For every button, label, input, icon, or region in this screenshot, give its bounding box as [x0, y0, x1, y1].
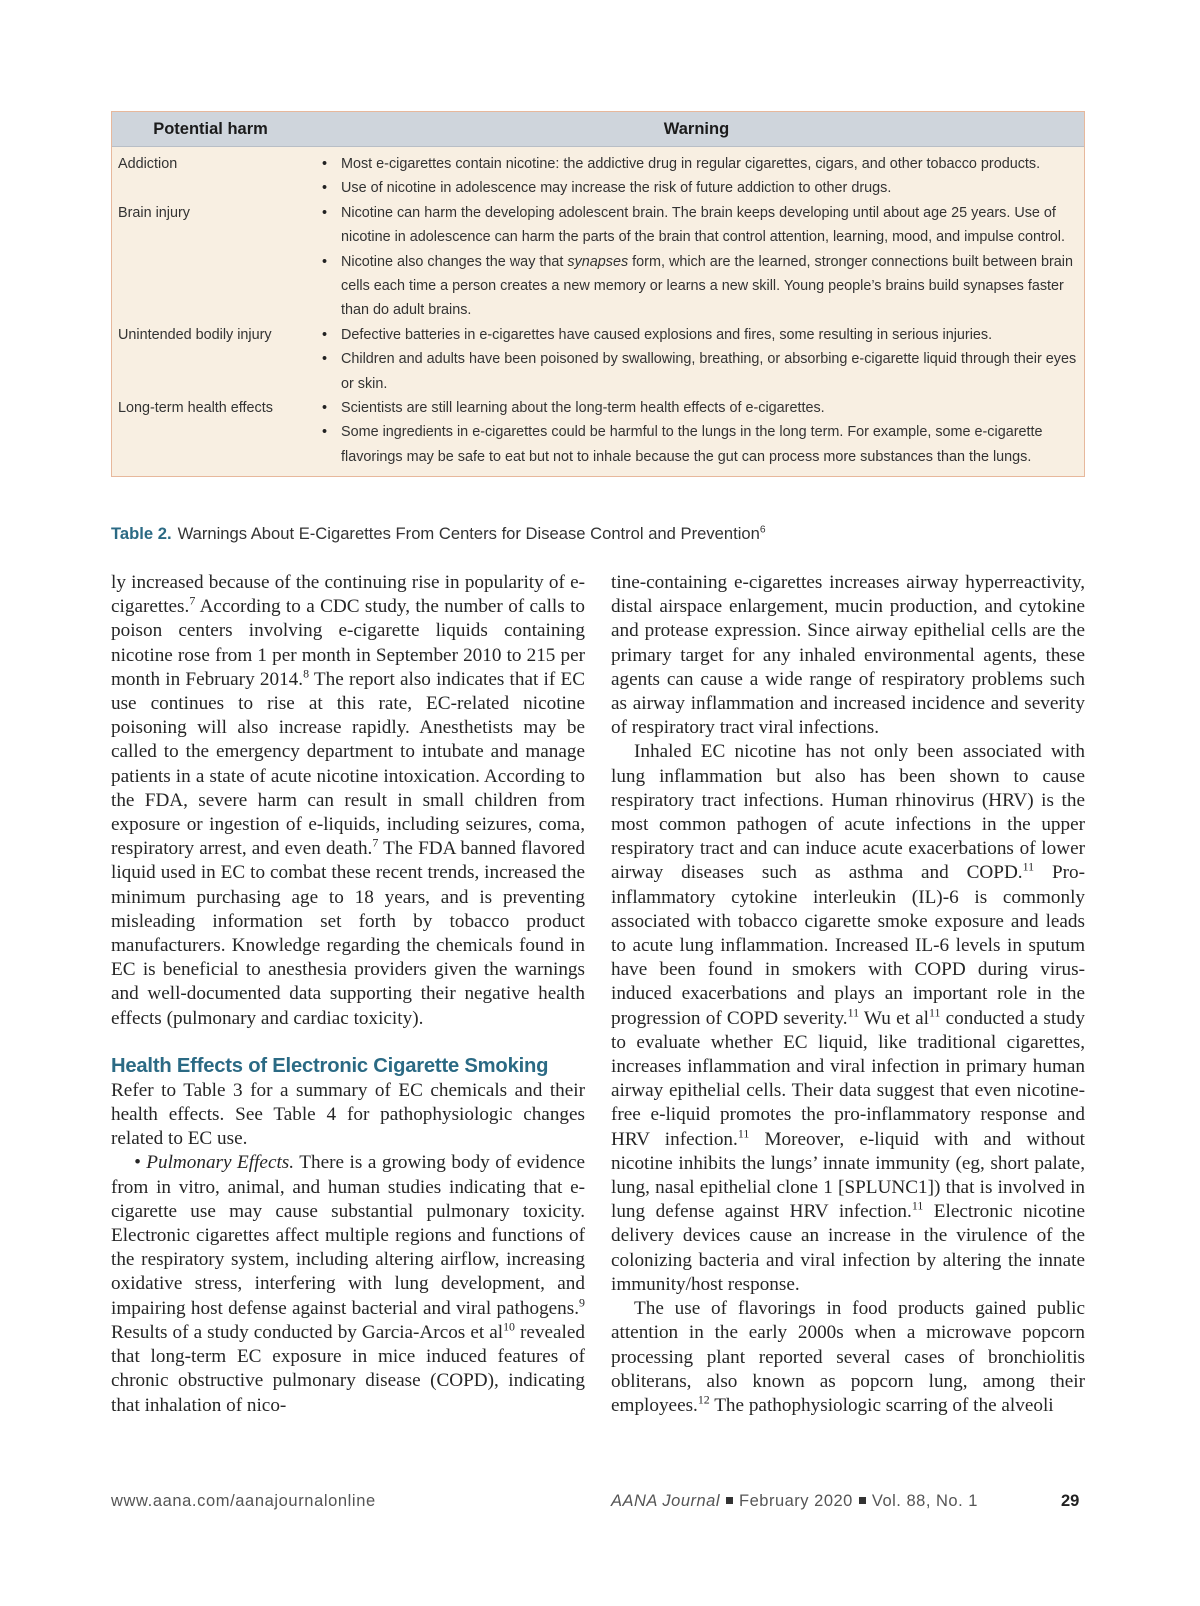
warnings-table [111, 111, 1085, 477]
warning-list [314, 396, 1084, 469]
warning-item: • Use of nicotine in adolescence may increase the risk of future addiction to other drugs. [314, 176, 1084, 200]
section-heading: Health Effects of Electronic Cigarette Smoking [111, 1054, 549, 1077]
text-run: Moreover, e-liquid with and without nicotine inhibits the lungs’ innate immunity (eg, short palate, lung, nasal epithelial clone 1 [SPLUNC1]) that is involved in lung defense against HRV infection. [611, 1128, 1085, 1223]
table-row-addiction [112, 152, 1084, 201]
citation-ref: 8 [303, 666, 310, 681]
text-run: Electronic nicotine delivery devices cause an increase in the virulence of the colonizing bacteria and viral infection by altering the innate immunity/host response. [611, 1201, 1085, 1295]
warning-list [314, 152, 1084, 201]
body-paragraph [111, 571, 585, 1031]
text-run: The pathophysiologic scarring of the alveoli [709, 1394, 1054, 1416]
text-run: Results of a study conducted by Garcia-Arcos et al [111, 1321, 504, 1343]
warning-item: • Scientists are still learning about the long-term health effects of e-cigarettes. [314, 396, 1084, 420]
citation-ref: 11 [847, 1005, 860, 1020]
right-column [611, 571, 1085, 1418]
header-warning: Warning [663, 120, 730, 138]
square-bullet-icon [726, 1497, 733, 1504]
text-run: The report also indicates that if EC use continues to rise at this rate, EC-related nicotine poisoning will also increase rapidly. Anesthetists may be called to the emergency department to intubate and manage patients in a state of acute nicotine intoxication. According to the FDA, severe harm can result in small children from exposure or ingestion of e-liquids, including seizures, coma, respiratory arrest, and even death. [111, 668, 585, 860]
footer-url: www.aana.com/aanajournalonline [111, 1492, 376, 1510]
citation-ref: 12 [697, 1392, 710, 1407]
body-paragraph: tine-containing e-cigarettes increases airway hyperreactivity, distal airspace enlargement, mucin production, and cytokine and protease expression. Since airway epithelial cells are the primary target for any inhaled environmental agents, these agents can cause a wide range of respiratory problems such as airway inflammation and increased incidence and severity of respiratory tract viral infections. [611, 572, 1085, 739]
citation-ref: 11 [737, 1126, 750, 1141]
warning-list [314, 323, 1084, 396]
harm-cell: Addiction [118, 156, 178, 172]
text-run: The use of flavorings in food products gained public attention in the early 2000s when a microwave popcorn processing plant reported several cases of bronchiolitis obliterans, also known as popcorn lung, among their employees. [611, 1298, 1085, 1416]
header-potential-harm: Potential harm [153, 120, 268, 138]
table-caption-label: Table 2. [111, 524, 172, 543]
citation-ref: 11 [1022, 860, 1035, 875]
warning-list [314, 201, 1084, 323]
table-caption-text: Warnings About E-Cigarettes From Centers for Disease Control and Prevention [177, 524, 760, 543]
warning-item: • Nicotine also changes the way that synapses form, which are the learned, stronger connections built between brain cells each time a person creates a new memory or learns a new skill. Young people’s brains build synapses faster than do adult brains. [314, 250, 1084, 323]
citation-ref: 10 [503, 1319, 515, 1334]
page-number: 29 [1061, 1492, 1080, 1510]
text-run: ly increased because of the continuing rise in popularity of e-cigarettes. [111, 572, 585, 618]
warning-item: • Some ingredients in e-cigarettes could be harmful to the lungs in the long term. For example, some e-cigarette flavorings may be safe to eat but not to inhale because the gut can process more substances than the lungs. [314, 420, 1084, 469]
text-run: There is a growing body of evidence from in vitro, animal, and human studies indicating that e-cigarette use may cause substantial pulmonary toxicity. Electronic cigarettes affect multiple regions and functions of the respiratory system, including altering airflow, increasing oxidative stress, interfering with lung development, and impairing host defense against bacterial and viral pathogens. [111, 1152, 585, 1319]
warning-item: • Children and adults have been poisoned by swallowing, breathing, or absorbing e-cigarette liquid through their eyes or skin. [314, 347, 1084, 396]
citation-ref: 11 [928, 1005, 941, 1020]
warning-item: • Defective batteries in e-cigarettes have caused explosions and fires, some resulting in serious injuries. [314, 323, 1084, 347]
table-caption [111, 524, 1091, 544]
citation-ref: 7 [372, 835, 379, 850]
table-row-long-term-effects [112, 396, 1084, 469]
citation-ref: 11 [911, 1198, 924, 1213]
left-column [111, 571, 585, 1418]
harm-cell: Long-term health effects [118, 400, 273, 417]
citation-ref: 7 [189, 593, 196, 608]
warning-item: • Nicotine can harm the developing adolescent brain. The brain keeps developing until about age 25 years. Use of nicotine in adolescence can harm the parts of the brain that control attention, learning, mood, and impulse control. [314, 201, 1084, 250]
warning-item: • Most e-cigarettes contain nicotine: the addictive drug in regular cigarettes, cigars, and other tobacco products. [314, 152, 1084, 176]
body-paragraph: Refer to Table 3 for a summary of EC chemicals and their health effects. See Table 4 for pathophysiologic changes related to EC use. [111, 1079, 585, 1150]
emphasized-term: synapses [567, 253, 629, 270]
citation-ref: 6 [759, 524, 766, 536]
table-row-bodily-injury [112, 323, 1084, 396]
text-run: Pro-inflammatory cytokine interleukin (IL)-6 is commonly associated with tobacco cigarette smoke exposure and leads to acute lung inflammation. Increased IL-6 levels in sputum have been found in smokers with COPD during virus-induced exacerbations and plays an important role in the progression of COPD severity. [611, 862, 1085, 1029]
journal-name: AANA Journal [611, 1492, 721, 1510]
text-run: According to a CDC study, the number of calls to poison centers involving e-cigarette liquids containing nicotine rose from 1 per month in September 2010 to 215 per month in February 2014. [111, 596, 585, 690]
citation-ref: 9 [579, 1295, 585, 1310]
table-row-brain-injury [112, 201, 1084, 323]
text-run: Inhaled EC nicotine has not only been associated with lung inflammation but also has been shown to cause respiratory tract infections. Human rhinovirus (HRV) is the most common pathogen of acute infections in the upper respiratory tract and can induce acute exacerbations of lower airway diseases such as asthma and COPD. [611, 741, 1085, 884]
harm-cell: Unintended bodily injury [118, 326, 272, 343]
text-run: conducted a study to evaluate whether EC liquid, like traditional cigarettes, increases inflammation and viral infection in primary human airway epithelial cells. Their data suggest that even nicotine-free e-liquid promotes the pro-inflammatory response and HRV infection. [611, 1007, 1085, 1150]
run-in-lead: • Pulmonary Effects. [134, 1152, 295, 1174]
table-body [112, 147, 1084, 476]
body-paragraph [111, 1151, 585, 1417]
footer-citation [611, 1492, 978, 1516]
text-run: revealed that long-term EC exposure in mice induced features of chronic obstructive pulmonary disease (COPD), indicating that inhalation of nico- [111, 1321, 585, 1416]
text-run: The FDA banned flavored liquid used in EC to combat these recent trends, increased the minimum purchasing age to 18 years, and is preventing misleading information set forth by tobacco product manufacturers. Knowledge regarding the chemicals found in EC is beneficial to anesthesia providers given the warnings and well-documented data supporting their negative health effects (pulmonary and cardiac toxicity). [111, 838, 586, 1029]
body-paragraph [611, 1297, 1085, 1418]
square-bullet-icon [859, 1497, 866, 1504]
body-paragraph [611, 740, 1085, 1297]
text-run: Wu et al [859, 1007, 929, 1029]
volume-issue: Vol. 88, No. 1 [871, 1492, 978, 1510]
harm-cell: Brain injury [118, 204, 190, 221]
issue-date: February 2020 [739, 1492, 853, 1510]
table-header-row [112, 112, 1084, 147]
